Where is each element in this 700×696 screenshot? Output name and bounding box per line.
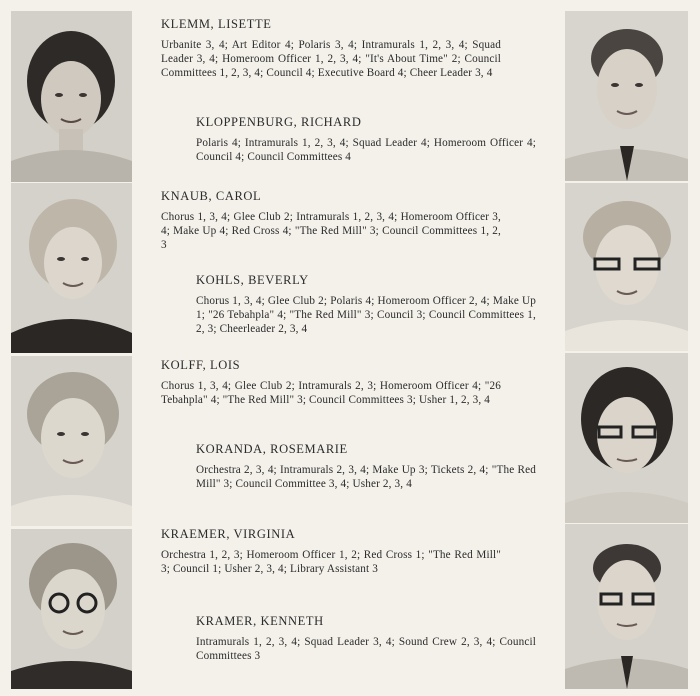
portrait-photo-kramer — [565, 524, 688, 689]
portrait-photo-koranda — [565, 353, 688, 523]
student-activities: Urbanite 3, 4; Art Editor 4; Polaris 3, 4; Intramurals 1, 2, 3, 4; Squad Leader 3, 4; Homeroom Officer 1, 2, 3, 4; "It's About Time" 2; Council Committees 1, 2, 3, 4; Council 4; Executive Board 4; Cheer Leader 3, 4 — [161, 39, 501, 80]
student-activities: Orchestra 1, 2, 3; Homeroom Officer 1, 2; Red Cross 1; "The Red Mill" 3; Council 1; Usher 2, 3, 4; Library Assistant 3 — [161, 549, 501, 576]
entry-kramer — [196, 614, 536, 663]
portrait-photo-knaub — [11, 183, 132, 353]
student-activities: Polaris 4; Intramurals 1, 2, 3, 4; Squad Leader 4; Homeroom Officer 4; Council 4; Council Committees 4 — [196, 137, 536, 164]
entry-kloppenburg — [196, 115, 536, 164]
student-name: KNAUB, CAROL — [161, 189, 262, 203]
entry-koranda — [196, 442, 536, 491]
entry-klemm — [161, 17, 501, 81]
student-activities: Intramurals 1, 2, 3, 4; Squad Leader 3, 4; Sound Crew 2, 3, 4; Council Committees 3 — [196, 636, 536, 663]
entry-kraemer — [161, 527, 501, 576]
student-name: KRAMER, KENNETH — [196, 614, 324, 628]
portrait-photo-kolff — [11, 356, 132, 526]
student-activities: Chorus 1, 3, 4; Glee Club 2; Intramurals 1, 2, 3, 4; Homeroom Officer 3, 4; Make Up 4; Red Cross 4; "The Red Mill" 3; Council Committees 1, 2, 3 — [161, 211, 501, 252]
entry-knaub — [161, 189, 501, 253]
student-name: KLEMM, LISETTE — [161, 17, 272, 31]
portrait-photo-klemm — [11, 11, 132, 182]
entry-kolff — [161, 358, 501, 407]
portrait-photo-kraemer — [11, 529, 132, 689]
student-activities: Chorus 1, 3, 4; Glee Club 2; Polaris 4; Homeroom Officer 2, 4; Make Up 1; "26 Tebahpla" 4; "The Red Mill" 3; Council 3; Council Committees 1, 2, 3; Cheerleader 2, 3, 4 — [196, 295, 536, 336]
student-activities: Orchestra 2, 3, 4; Intramurals 2, 3, 4; Make Up 3; Tickets 2, 4; "The Red Mill" 3; Council Committee 3, 4; Usher 2, 3, 4 — [196, 464, 536, 491]
student-name: KOLFF, LOIS — [161, 358, 241, 372]
entry-kohls — [196, 273, 536, 337]
student-name: KOHLS, BEVERLY — [196, 273, 309, 287]
student-name: KRAEMER, VIRGINIA — [161, 527, 296, 541]
portrait-photo-kloppenburg — [565, 11, 688, 181]
student-activities: Chorus 1, 3, 4; Glee Club 2; Intramurals 2, 3; Homeroom Officer 4; "26 Tebahpla" 4; "The Red Mill" 3; Council Committees 3; Usher 1, 2, 3, 4 — [161, 380, 501, 407]
student-name: KORANDA, ROSEMARIE — [196, 442, 348, 456]
portrait-photo-kohls — [565, 183, 688, 351]
student-name: KLOPPENBURG, RICHARD — [196, 115, 362, 129]
